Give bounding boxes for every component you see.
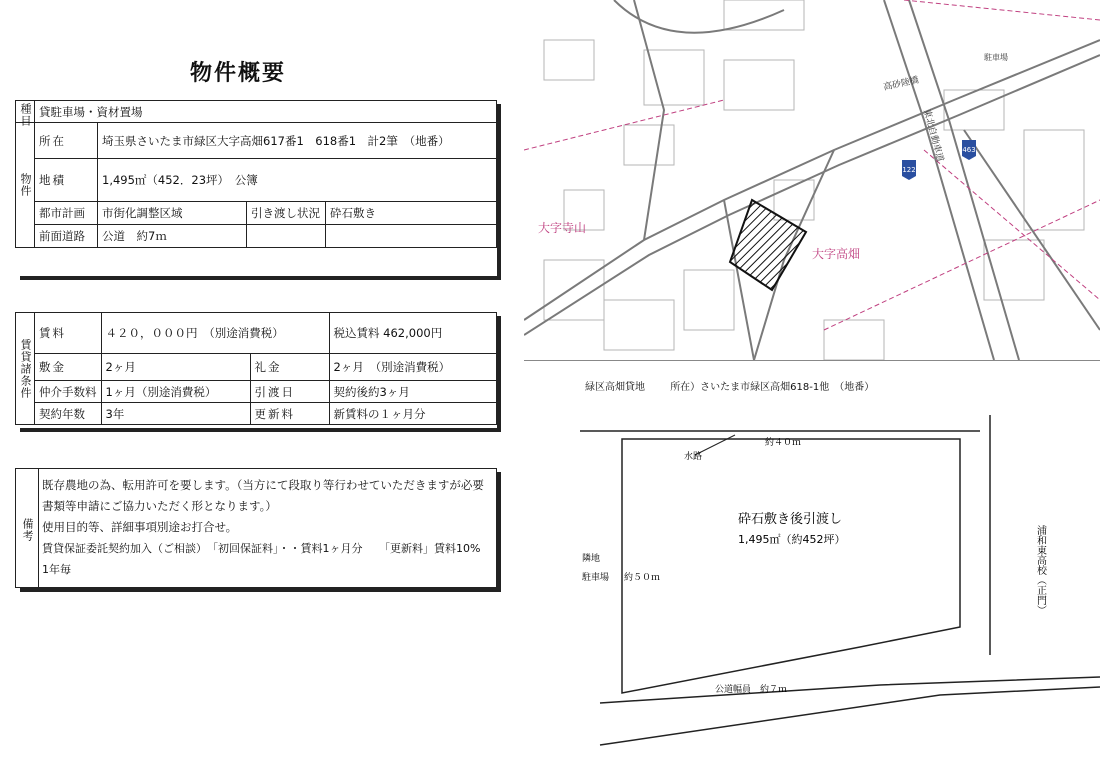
- remarks-line: 賃貸保証委託契約加入（ご相談） 「初回保証料」・・賃料1ヶ月分 「更新料」賃料10% 1年毎: [42, 542, 492, 576]
- map-label: 高砂陸橋: [882, 75, 920, 93]
- term-label: 契約年数: [35, 403, 102, 425]
- area-value: 1,495㎡（452．23坪） 公簿: [98, 159, 497, 202]
- rent-value: ４２０，０００円 （別途消費税）: [101, 313, 329, 354]
- brokerage-label: 仲介手数料: [35, 381, 102, 403]
- remarks-shadow: [20, 588, 501, 592]
- property-label: 物件: [16, 123, 35, 248]
- map-label: 大字高畑: [812, 247, 861, 261]
- left-depth: 約５０ｍ: [624, 573, 661, 583]
- property-summary-table: [15, 100, 497, 248]
- table-shadow: [497, 316, 501, 432]
- address-label: 所在: [35, 123, 98, 159]
- main-text: 砕石敷き後引渡し: [738, 512, 843, 527]
- lot-outline: [622, 439, 960, 693]
- page-title: 物件概要: [190, 61, 287, 86]
- area-label: 地積: [35, 159, 98, 202]
- rent-label: 賃料: [35, 313, 102, 354]
- map-image: [524, 0, 1100, 360]
- remarks-line: 書類等申請にご協力いただく形となります。）: [42, 499, 277, 513]
- top-width: 約４０ｍ: [765, 438, 802, 448]
- renewal-value: 新賃料の１ヶ月分: [329, 403, 497, 425]
- table-shadow: [497, 104, 501, 280]
- survey-address: 所在）さいたま市緑区高畑618-1他 （地番）: [670, 382, 875, 393]
- area-text: 1,495㎡（約452坪）: [738, 533, 846, 546]
- delivery-value: 契約後約3ヶ月: [329, 381, 497, 403]
- road-label: 前面道路: [35, 225, 98, 248]
- remarks-label: 備考: [16, 469, 39, 591]
- neighbor-label: 隣地: [582, 554, 601, 564]
- lease-section-label: 賃貸諸条件: [16, 313, 35, 425]
- waterway-label: 水路: [684, 452, 703, 462]
- route-marker: 463: [962, 146, 976, 154]
- key-money-value: 2ヶ月 （別途消費税）: [329, 354, 497, 381]
- neighbor-label: 駐車場: [582, 573, 610, 583]
- handover-status-value: 砕石敷き: [326, 202, 497, 225]
- deposit-value: 2ヶ月: [101, 354, 250, 381]
- survey-header: [585, 378, 874, 393]
- key-money-label: 礼金: [250, 354, 329, 381]
- school-label: 浦和東高校（正門）: [1034, 525, 1046, 615]
- lease-terms-table: [15, 312, 497, 425]
- map-label: 駐車場: [984, 53, 1008, 62]
- rent-tax-value: 税込賃料 462,000円: [329, 313, 497, 354]
- remarks-line: 既存農地の為、転用許可を要します。（当方にて段取り等行わせていただきますが必要: [42, 478, 484, 492]
- address-value: 埼玉県さいたま市緑区大字高畑617番1 618番1 計2筆 （地番）: [98, 123, 497, 159]
- map-label: 東北自動車道: [921, 108, 945, 163]
- deposit-label: 敷金: [35, 354, 102, 381]
- remarks-content: [42, 475, 494, 580]
- road-text: 公道幅員 約７ｍ: [715, 685, 788, 695]
- map-label: 大字寺山: [538, 221, 587, 235]
- renewal-label: 更新料: [250, 403, 329, 425]
- planning-label: 都市計画: [35, 202, 98, 225]
- handover-status-label: 引き渡し状況: [247, 202, 326, 225]
- type-value: 貸駐車場・資材置場: [35, 101, 497, 123]
- remarks-shadow: [497, 472, 501, 592]
- remarks-line: 使用目的等、詳細事項別途お打合せ。: [42, 520, 238, 534]
- brokerage-value: 1ヶ月（別途消費税）: [101, 381, 250, 403]
- remarks-box: [15, 468, 497, 588]
- route-marker: 122: [902, 166, 916, 174]
- location-map: [524, 0, 1100, 361]
- planning-value: 市街化調整区域: [98, 202, 247, 225]
- survey-diagram: [560, 395, 1100, 767]
- table-shadow: [20, 276, 501, 280]
- term-value: 3年: [101, 403, 250, 425]
- road-value: 公道 約7ｍ: [98, 225, 247, 248]
- table-shadow: [20, 428, 501, 432]
- survey-name: 緑区高畑貸地: [585, 382, 645, 393]
- delivery-label: 引渡日: [250, 381, 329, 403]
- type-label: 種目: [16, 101, 35, 123]
